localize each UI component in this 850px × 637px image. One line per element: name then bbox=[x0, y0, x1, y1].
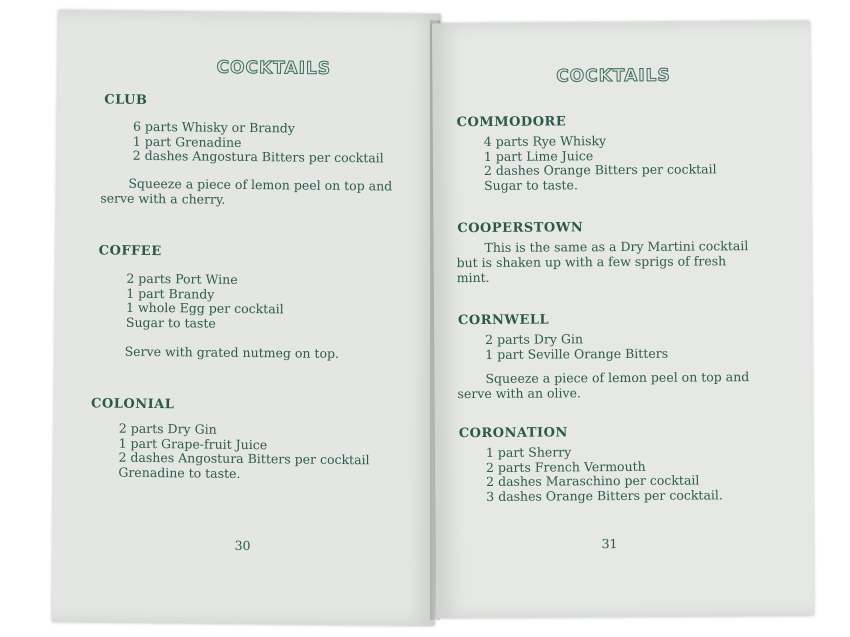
recipe-note-club bbox=[100, 175, 393, 209]
recipe-ingredients-colonial bbox=[118, 422, 370, 483]
note-line: serve with an olive. bbox=[457, 385, 581, 402]
recipe-ingredients-coffee bbox=[126, 272, 284, 332]
ingredient-line: 2 parts Dry Gin bbox=[118, 420, 217, 437]
ingredient-line: 1 part Lime Juice bbox=[483, 147, 594, 164]
recipe-ingredients-cornwell bbox=[485, 332, 668, 362]
ingredient-line: 2 parts Port Wine bbox=[126, 270, 238, 287]
ingredient-line: 1 part Sherry bbox=[485, 444, 572, 460]
recipe-title-commodore: COMMODORE bbox=[456, 114, 567, 131]
recipe-ingredients-coronation bbox=[486, 444, 723, 504]
recipe-title-club: CLUB bbox=[104, 92, 148, 108]
page-number: 31 bbox=[601, 536, 618, 552]
recipe-title-coronation: CORONATION bbox=[458, 425, 568, 442]
right-page bbox=[432, 21, 814, 619]
recipe-title-coffee: COFFEE bbox=[98, 243, 162, 260]
note-line: Squeeze a piece of lemon peel on top and bbox=[485, 369, 750, 386]
note-line: mint. bbox=[456, 269, 490, 286]
recipe-ingredients-club bbox=[133, 120, 384, 166]
recipe-note-cooperstown bbox=[456, 238, 749, 286]
page-number: 30 bbox=[234, 537, 251, 554]
note-line: This is the same as a Dry Martini cocktail bbox=[484, 238, 749, 255]
ingredient-line: Sugar to taste bbox=[125, 314, 216, 331]
ingredient-line: 1 part Seville Orange Bitters bbox=[485, 345, 669, 362]
page-header: COCKTAILS bbox=[556, 65, 671, 87]
ingredient-line: 6 parts Whisky or Brandy bbox=[132, 118, 295, 136]
ingredient-line: 2 dashes Angostura Bitters per cocktail bbox=[132, 147, 384, 166]
ingredient-line: 1 part Grenadine bbox=[132, 133, 242, 150]
note-line: Squeeze a piece of lemon peel on top and bbox=[128, 175, 393, 194]
page-header: COCKTAILS bbox=[216, 57, 332, 79]
ingredient-line: 2 dashes Angostura Bitters per cocktail bbox=[118, 449, 370, 468]
ingredient-line: 4 parts Rye Whisky bbox=[483, 133, 607, 149]
left-page bbox=[52, 10, 441, 626]
recipe-ingredients-commodore bbox=[484, 133, 717, 193]
ingredient-line: 2 parts French Vermouth bbox=[485, 458, 646, 475]
ingredient-line: 2 parts Dry Gin bbox=[485, 331, 584, 347]
recipe-note-cornwell bbox=[457, 369, 750, 402]
ingredient-line: Sugar to taste. bbox=[484, 176, 578, 193]
note-line: but is shaken up with a few sprigs of fresh bbox=[456, 253, 727, 271]
recipe-title-cooperstown: COOPERSTOWN bbox=[457, 220, 584, 237]
ingredient-line: 2 dashes Orange Bitters per cocktail bbox=[483, 161, 717, 178]
ingredient-line: 1 part Brandy bbox=[126, 285, 215, 302]
recipe-note-coffee bbox=[125, 344, 340, 361]
ingredient-line: 3 dashes Orange Bitters per cocktail. bbox=[486, 486, 723, 504]
recipe-title-colonial: COLONIAL bbox=[91, 396, 175, 413]
recipe-title-cornwell: CORNWELL bbox=[457, 312, 550, 329]
ingredient-line: Grenadine to taste. bbox=[118, 464, 241, 481]
note-line: serve with a cherry. bbox=[100, 190, 226, 207]
ingredient-line: 2 dashes Maraschino per cocktail bbox=[486, 472, 700, 489]
ingredient-line: 1 whole Egg per cocktail bbox=[126, 299, 284, 317]
ingredient-line: 1 part Grape-fruit Juice bbox=[118, 435, 268, 452]
note-line: Serve with grated nutmeg on top. bbox=[124, 343, 340, 361]
